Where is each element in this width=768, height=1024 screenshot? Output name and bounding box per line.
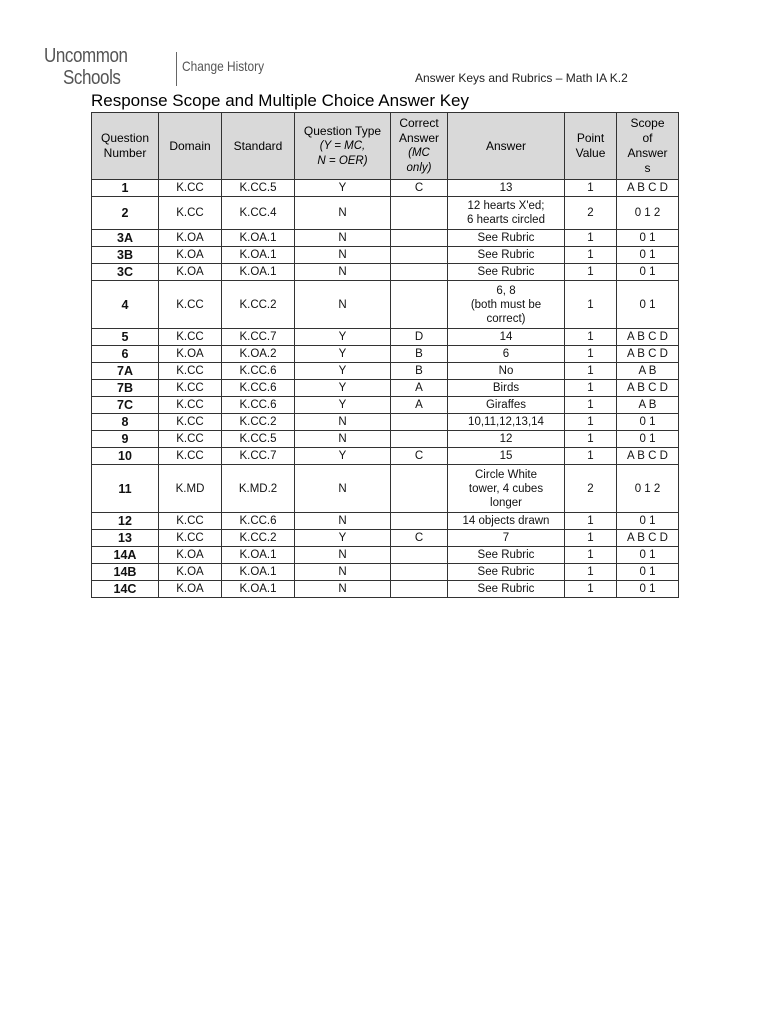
table-row [92,448,679,465]
question-number-cell: 14B [92,564,159,581]
domain-cell: K.CC [159,380,222,397]
scope-cell: A B C D [617,380,679,397]
point-value-cell: 1 [565,363,617,380]
correct-answer-cell [391,547,448,564]
answer-line: 15 [499,450,513,462]
point-value-cell: 2 [565,197,617,230]
question-number-cell: 11 [92,465,159,513]
standard-cell: K.CC.7 [222,329,295,346]
answer-cell [448,197,565,230]
answer-cell [448,465,565,513]
logo-tagline: Change History [182,58,265,74]
answer-line: tower, 4 cubes [468,482,544,495]
table-row [92,530,679,547]
question-number-cell: 2 [92,197,159,230]
question-number-cell: 5 [92,329,159,346]
col-header-point-value: Point Value [565,113,617,180]
correct-answer-cell [391,465,448,513]
question-type-cell: Y [295,397,391,414]
table-row [92,380,679,397]
point-value-cell: 1 [565,581,617,598]
question-number-cell: 8 [92,414,159,431]
question-number-cell: 7C [92,397,159,414]
standard-cell: K.OA.2 [222,346,295,363]
question-type-cell: N [295,247,391,264]
standard-cell: K.OA.1 [222,581,295,598]
answer-line: 13 [499,182,513,194]
answer-cell [448,530,565,547]
standard-cell: K.CC.2 [222,281,295,329]
logo-line-2: Schools [63,67,121,89]
domain-cell: K.CC [159,180,222,197]
point-value-cell: 1 [565,564,617,581]
standard-cell: K.CC.2 [222,414,295,431]
scope-cell: 0 1 [617,264,679,281]
answer-line: See Rubric [477,583,535,595]
correct-answer-cell: C [391,448,448,465]
question-type-cell: N [295,581,391,598]
domain-cell: K.CC [159,363,222,380]
question-type-cell: Y [295,380,391,397]
scope-cell: 0 1 2 [617,465,679,513]
answer-key-table [91,112,679,598]
answer-cell [448,414,565,431]
answer-cell [448,564,565,581]
point-value-cell: 1 [565,448,617,465]
answer-line: 14 [499,331,513,343]
scope-cell: 0 1 [617,513,679,530]
col-header-correct-answer: Correct Answer (MC only) [391,113,448,180]
answer-line: See Rubric [477,232,535,244]
point-value-cell: 2 [565,465,617,513]
correct-answer-cell [391,431,448,448]
question-type-cell: N [295,281,391,329]
answer-cell [448,247,565,264]
correct-answer-cell: B [391,346,448,363]
answer-cell [448,346,565,363]
standard-cell: K.CC.2 [222,530,295,547]
answer-cell [448,230,565,247]
standard-cell: K.OA.1 [222,264,295,281]
scope-cell: A B C D [617,329,679,346]
scope-cell: 0 1 [617,564,679,581]
table-row [92,197,679,230]
scope-cell: A B C D [617,346,679,363]
point-value-cell: 1 [565,414,617,431]
question-type-cell: N [295,414,391,431]
standard-cell: K.CC.6 [222,513,295,530]
answer-cell [448,329,565,346]
answer-cell [448,281,565,329]
table-row [92,230,679,247]
answer-line: No [498,365,514,377]
correct-answer-cell [391,513,448,530]
table-row [92,465,679,513]
question-type-cell: N [295,513,391,530]
correct-answer-cell [391,414,448,431]
domain-cell: K.OA [159,247,222,264]
correct-answer-cell: C [391,530,448,547]
domain-cell: K.CC [159,329,222,346]
point-value-cell: 1 [565,397,617,414]
domain-cell: K.CC [159,397,222,414]
question-number-cell: 10 [92,448,159,465]
col-header-domain: Domain [159,113,222,180]
document-header-label: Answer Keys and Rubrics – Math IA K.2 [415,71,628,85]
question-type-cell: Y [295,363,391,380]
scope-cell: A B C D [617,530,679,547]
domain-cell: K.CC [159,414,222,431]
table-header-row [92,113,679,180]
question-type-cell: N [295,547,391,564]
answer-cell [448,264,565,281]
question-number-cell: 13 [92,530,159,547]
question-number-cell: 3C [92,264,159,281]
correct-answer-cell [391,230,448,247]
answer-line: See Rubric [477,266,535,278]
scope-cell: 0 1 [617,431,679,448]
domain-cell: K.OA [159,547,222,564]
point-value-cell: 1 [565,329,617,346]
answer-cell [448,363,565,380]
scope-cell: A B C D [617,180,679,197]
question-number-cell: 1 [92,180,159,197]
point-value-cell: 1 [565,281,617,329]
question-type-cell: Y [295,530,391,547]
point-value-cell: 1 [565,247,617,264]
scope-cell: 0 1 [617,581,679,598]
col-header-answer: Answer [448,113,565,180]
domain-cell: K.OA [159,564,222,581]
standard-cell: K.OA.1 [222,564,295,581]
answer-line: 12 hearts X'ed; [467,200,545,212]
question-number-cell: 7A [92,363,159,380]
domain-cell: K.MD [159,465,222,513]
table-row [92,247,679,264]
standard-cell: K.CC.7 [222,448,295,465]
question-number-cell: 3A [92,230,159,247]
standard-cell: K.OA.1 [222,230,295,247]
scope-cell: A B [617,363,679,380]
domain-cell: K.OA [159,581,222,598]
point-value-cell: 1 [565,180,617,197]
answer-line: See Rubric [477,249,535,261]
standard-cell: K.CC.6 [222,397,295,414]
correct-answer-cell [391,247,448,264]
point-value-cell: 1 [565,530,617,547]
domain-cell: K.CC [159,448,222,465]
correct-answer-cell [391,564,448,581]
domain-cell: K.CC [159,513,222,530]
table-row [92,564,679,581]
table-row [92,513,679,530]
question-number-cell: 14C [92,581,159,598]
question-type-cell: N [295,197,391,230]
table-row [92,329,679,346]
correct-answer-cell [391,581,448,598]
col-header-scope: Scope of Answer s [617,113,679,180]
answer-line: 6 hearts circled [467,214,545,226]
question-number-cell: 12 [92,513,159,530]
answer-cell [448,397,565,414]
standard-cell: K.CC.4 [222,197,295,230]
scope-cell: 0 1 [617,230,679,247]
point-value-cell: 1 [565,346,617,363]
answer-line: See Rubric [477,549,535,561]
correct-answer-cell: C [391,180,448,197]
point-value-cell: 1 [565,431,617,448]
point-value-cell: 1 [565,380,617,397]
answer-cell [448,581,565,598]
page-title: Response Scope and Multiple Choice Answer Key [91,91,469,110]
domain-cell: K.OA [159,230,222,247]
logo-line-1: Uncommon [44,45,128,67]
table-row [92,581,679,598]
answer-cell [448,513,565,530]
table-row [92,431,679,448]
answer-line: correct) [486,312,526,325]
correct-answer-cell: D [391,329,448,346]
standard-cell: K.CC.6 [222,363,295,380]
uncommon-schools-logo [44,44,265,89]
col-header-question-type: Question Type (Y = MC, N = OER) [295,113,391,180]
correct-answer-cell [391,264,448,281]
correct-answer-cell [391,281,448,329]
domain-cell: K.CC [159,530,222,547]
answer-line: See Rubric [477,566,535,578]
table-row [92,547,679,564]
col-header-question-number: Question Number [92,113,159,180]
domain-cell: K.CC [159,281,222,329]
standard-cell: K.CC.5 [222,431,295,448]
question-number-cell: 6 [92,346,159,363]
correct-answer-cell [391,197,448,230]
question-type-cell: N [295,431,391,448]
scope-cell: 0 1 2 [617,197,679,230]
scope-cell: 0 1 [617,281,679,329]
logo-divider [176,52,177,86]
answer-line: Circle White [475,468,537,481]
correct-answer-cell: A [391,380,448,397]
answer-key-body [92,180,679,598]
standard-cell: K.MD.2 [222,465,295,513]
standard-cell: K.CC.6 [222,380,295,397]
question-type-cell: Y [295,448,391,465]
answer-cell [448,431,565,448]
domain-cell: K.OA [159,346,222,363]
scope-cell: 0 1 [617,247,679,264]
table-row [92,281,679,329]
answer-line: Birds [492,382,520,394]
question-type-cell: Y [295,180,391,197]
table-row [92,264,679,281]
point-value-cell: 1 [565,264,617,281]
question-number-cell: 3B [92,247,159,264]
scope-cell: A B C D [617,448,679,465]
standard-cell: K.OA.1 [222,547,295,564]
question-number-cell: 9 [92,431,159,448]
col-header-standard: Standard [222,113,295,180]
question-type-cell: N [295,230,391,247]
question-type-cell: N [295,564,391,581]
point-value-cell: 1 [565,230,617,247]
answer-line: longer [490,496,522,509]
table-row [92,180,679,197]
question-type-cell: N [295,465,391,513]
correct-answer-cell: B [391,363,448,380]
table-row [92,414,679,431]
scope-cell: A B [617,397,679,414]
answer-line: 7 [502,532,510,544]
point-value-cell: 1 [565,547,617,564]
table-row [92,363,679,380]
answer-line: 6, 8 [496,284,516,297]
standard-cell: K.OA.1 [222,247,295,264]
question-number-cell: 7B [92,380,159,397]
answer-line: 10,11,12,13,14 [468,416,544,428]
correct-answer-cell: A [391,397,448,414]
domain-cell: K.CC [159,197,222,230]
scope-cell: 0 1 [617,547,679,564]
domain-cell: K.OA [159,264,222,281]
standard-cell: K.CC.5 [222,180,295,197]
answer-cell [448,380,565,397]
table-row [92,346,679,363]
question-type-cell: Y [295,329,391,346]
table-row [92,397,679,414]
scope-cell: 0 1 [617,414,679,431]
answer-cell [448,547,565,564]
answer-line: 12 [499,433,513,445]
domain-cell: K.CC [159,431,222,448]
answer-cell [448,180,565,197]
question-number-cell: 14A [92,547,159,564]
answer-line: Giraffes [485,399,527,411]
point-value-cell: 1 [565,513,617,530]
answer-line: 6 [502,348,510,360]
question-type-cell: Y [295,346,391,363]
answer-cell [448,448,565,465]
question-type-cell: N [295,264,391,281]
question-number-cell: 4 [92,281,159,329]
answer-line: (both must be [470,298,542,311]
answer-line: 14 objects drawn [462,515,550,527]
